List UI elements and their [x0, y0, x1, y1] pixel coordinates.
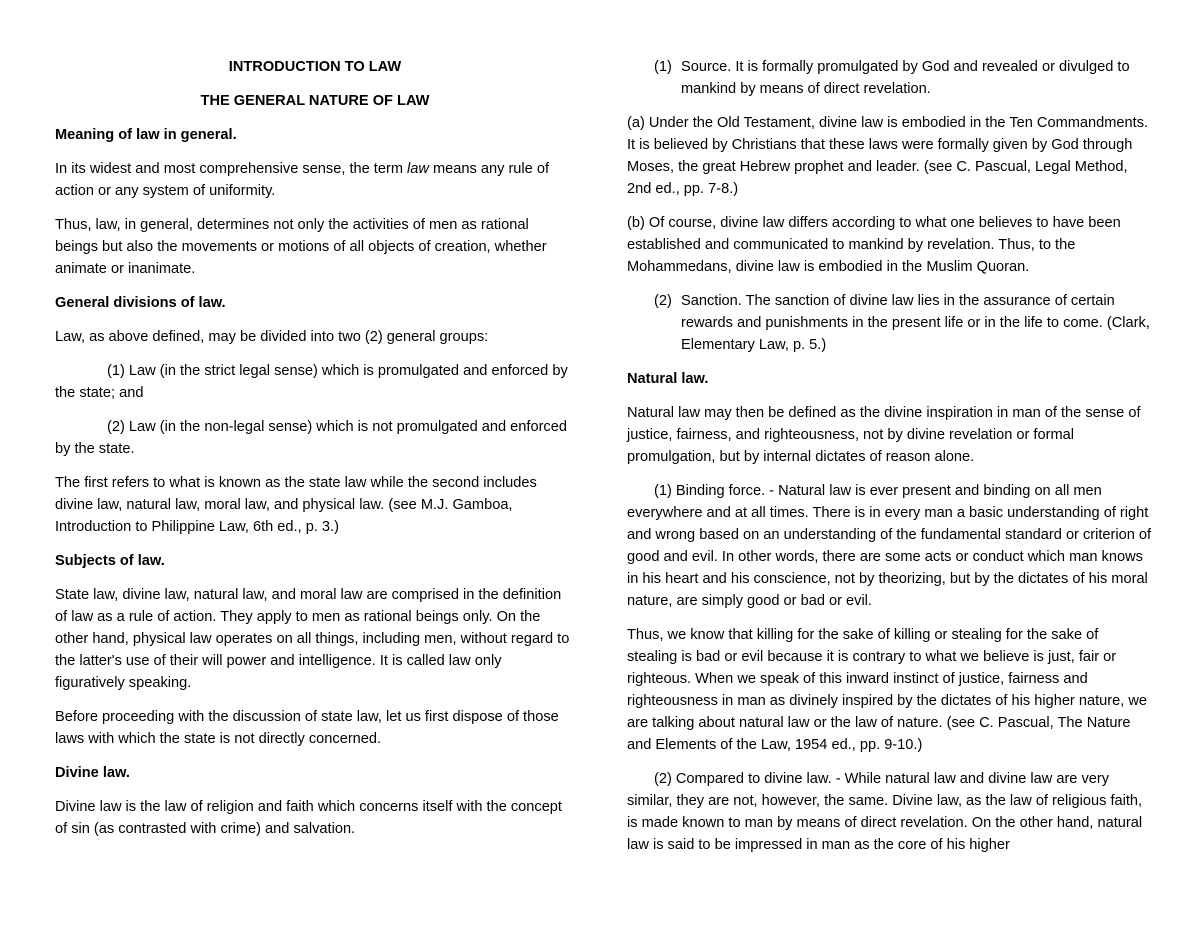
paragraph-widest-sense-part1: In its widest and most comprehensive sense, the term [55, 161, 408, 177]
paragraph-old-testament: (a) Under the Old Testament, divine law is embodied in the Ten Commandments. It is believed by Christians that these laws were formally given by God through Moses, the great Hebrew prophet and leader. (see C. Pascual, Legal Method, 2nd ed., pp. 7-8.) [627, 115, 1149, 197]
list-body-source: Source. It is formally promulgated by God and revealed or divulged to mankind by means of direct revelation. [681, 59, 1130, 97]
paragraph-widest-sense-part2: means any rule of action or any system of uniformity. [55, 161, 550, 199]
paragraph-widest-sense [55, 158, 575, 202]
paragraph-natural-law-definition: Natural law may then be defined as the divine inspiration in man of the sense of justice, fairness, and righteousness, not by divine revelation or formal promulgation, but by internal dictates of reason alone. [627, 405, 1141, 465]
heading-general-divisions: General divisions of law. [55, 295, 226, 311]
paragraph-compared-to-divine: (2) Compared to divine law. - While natural law and divine law are very similar, they are not, however, the same. Divine law, as the law of religious faith, is made known to man by means of direct revelation. On the other hand, natural law is said to be impressed in man as the core of his higher [627, 771, 1143, 853]
paragraph-divine-law: Divine law is the law of religion and faith which concerns itself with the concept of sin (as contrasted with crime) and salvation. [55, 799, 562, 837]
paragraph-state-law: The first refers to what is known as the state law while the second includes divine law, natural law, moral law, and physical law. (see M.J. Gamboa, Introduction to Philippine Law, 6th ed., p. 3.) [55, 475, 537, 535]
heading-divine-law: Divine law. [55, 765, 130, 781]
document-title: INTRODUCTION TO LAW [228, 59, 402, 75]
paragraph-strict-legal-sense: (1) Law (in the strict legal sense) which is promulgated and enforced by the state; and [55, 363, 568, 401]
heading-subjects-of-law: Subjects of law. [55, 553, 165, 569]
paragraph-of-course: (b) Of course, divine law differs according to what one believes to have been established and communicated to mankind by revelation. Thus, to the Mohammedans, divine law is embodied in the Muslim Quoran. [627, 215, 1121, 275]
paragraph-two-groups: Law, as above defined, may be divided into two (2) general groups: [55, 329, 489, 345]
list-number-source: (1) [654, 59, 672, 75]
heading-meaning-of-law: Meaning of law in general. [55, 127, 237, 143]
paragraph-subjects: State law, divine law, natural law, and moral law are comprised in the definition of law as a rule of action. They apply to men as rational beings only. On the other hand, physical law operates on all things, including men, without regard to the latter's use of their will power and intelligence. It is called law only figuratively speaking. [55, 587, 570, 691]
list-body-sanction: Sanction. The sanction of divine law lies in the assurance of certain rewards and punishments in the present life or in the life to come. (Clark, Elementary Law, p. 5.) [681, 293, 1150, 353]
heading-natural-law: Natural law. [627, 371, 709, 387]
paragraph-thus-we-know: Thus, we know that killing for the sake of killing or stealing for the sake of stealing is bad or evil because it is contrary to what we believe is just, fair or righteous. When we speak of this inward instinct of justice, fairness and righteousness in man as divinely inspired by the dictates of his higher nature, we are talking about natural law or the law of nature. (see C. Pascual, The Nature and Elements of the Law, 1954 ed., pp. 9-10.) [627, 627, 1147, 753]
document-subtitle: THE GENERAL NATURE OF LAW [200, 93, 430, 109]
paragraph-before-proceeding: Before proceeding with the discussion of state law, let us first dispose of those laws with which the state is not directly concerned. [55, 709, 559, 747]
term-law-italic: law [407, 161, 429, 177]
right-column [627, 56, 1152, 868]
paragraph-binding-force: (1) Binding force. - Natural law is ever present and binding on all men everywhere and at all times. There is in every man a basic understanding of right and wrong based on an understanding of the fundamental standard or criterion of good and evil. In other words, there are some acts or conduct which man knows in his heart and his conscience, not by theorizing, but by the dictates of his moral nature, are simply good or bad or evil. [627, 483, 1152, 609]
left-column [55, 56, 575, 852]
paragraph-law-in-general: Thus, law, in general, determines not only the activities of men as rational beings but also the movements or motions of all objects of creation, whether animate or inanimate. [55, 217, 547, 277]
paragraph-non-legal-sense: (2) Law (in the non-legal sense) which is not promulgated and enforced by the state. [55, 419, 567, 457]
list-number-sanction: (2) [654, 293, 672, 309]
list-item-sanction [627, 290, 1152, 356]
list-item-source [627, 56, 1152, 100]
